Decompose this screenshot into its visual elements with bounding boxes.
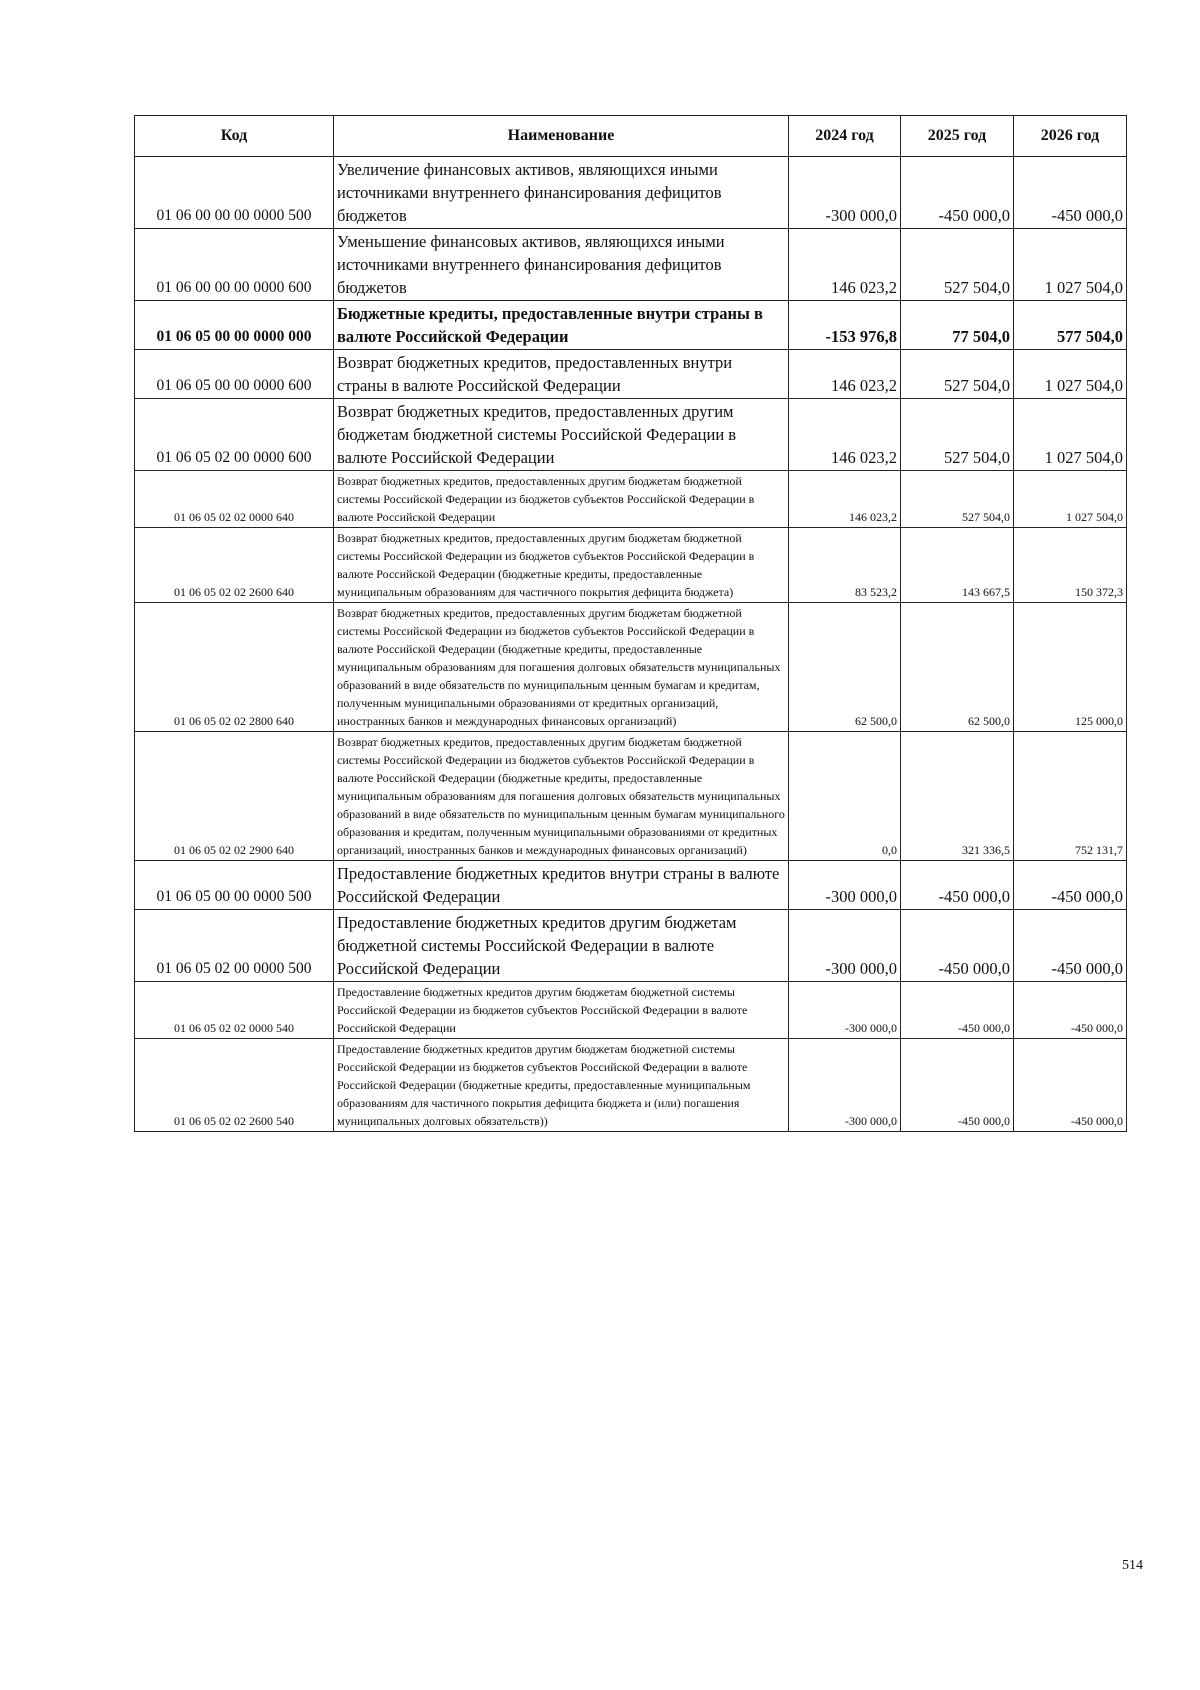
row-value-2024: 146 023,2	[789, 350, 901, 399]
budget-sources-table	[134, 115, 1127, 1132]
table-row	[135, 471, 1127, 528]
row-value-2025: 527 504,0	[901, 229, 1014, 301]
header-code: Код	[135, 116, 334, 157]
row-value-2026: 577 504,0	[1014, 301, 1127, 350]
row-value-2026: 752 131,7	[1014, 732, 1127, 861]
row-value-2025: -450 000,0	[901, 157, 1014, 229]
table-row	[135, 1039, 1127, 1132]
row-value-2025: 527 504,0	[901, 350, 1014, 399]
row-code: 01 06 05 02 00 0000 600	[135, 399, 334, 471]
table-row	[135, 301, 1127, 350]
row-name: Предоставление бюджетных кредитов другим бюджетам бюджетной системы Российской Федерации из бюджетов субъектов Российской Федерации в валюте Российской Федерации	[334, 982, 789, 1039]
row-code: 01 06 05 02 02 2900 640	[135, 732, 334, 861]
row-code: 01 06 00 00 00 0000 500	[135, 157, 334, 229]
row-code: 01 06 05 00 00 0000 600	[135, 350, 334, 399]
row-code: 01 06 05 00 00 0000 000	[135, 301, 334, 350]
page-number: 514	[1122, 1558, 1143, 1573]
row-code: 01 06 05 02 02 2600 540	[135, 1039, 334, 1132]
table-row	[135, 603, 1127, 732]
row-code: 01 06 05 02 02 2800 640	[135, 603, 334, 732]
row-value-2025: -450 000,0	[901, 910, 1014, 982]
row-name: Увеличение финансовых активов, являющихся иными источниками внутреннего финансирования дефицитов бюджетов	[334, 157, 789, 229]
row-value-2024: 0,0	[789, 732, 901, 861]
row-name: Предоставление бюджетных кредитов другим бюджетам бюджетной системы Российской Федерации в валюте Российской Федерации	[334, 910, 789, 982]
header-2025: 2025 год	[901, 116, 1014, 157]
row-name: Уменьшение финансовых активов, являющихся иными источниками внутреннего финансирования дефицитов бюджетов	[334, 229, 789, 301]
header-name: Наименование	[334, 116, 789, 157]
row-value-2026: 150 372,3	[1014, 528, 1127, 603]
row-value-2025: 62 500,0	[901, 603, 1014, 732]
row-value-2025: 527 504,0	[901, 399, 1014, 471]
row-value-2025: -450 000,0	[901, 1039, 1014, 1132]
row-code: 01 06 05 02 02 0000 540	[135, 982, 334, 1039]
row-value-2024: -300 000,0	[789, 861, 901, 910]
table-row	[135, 399, 1127, 471]
table-row	[135, 528, 1127, 603]
table-row	[135, 157, 1127, 229]
row-name: Возврат бюджетных кредитов, предоставленных другим бюджетам бюджетной системы Российской Федерации из бюджетов субъектов Российской Федерации в валюте Российской Федерации (бюджетные кредиты, предоставленные муниципальным образованиям для погашения долговых обязательств муниципальных образований в виде обязательств по муниципальным ценным бумагам муниципального образования и кредитам, полученным муниципальными образованиями от кредитных организаций, иностранных банков и международных финансовых организаций)	[334, 732, 789, 861]
row-value-2025: -450 000,0	[901, 861, 1014, 910]
row-value-2024: 146 023,2	[789, 229, 901, 301]
row-value-2025: 527 504,0	[901, 471, 1014, 528]
row-value-2026: -450 000,0	[1014, 910, 1127, 982]
row-value-2024: -300 000,0	[789, 157, 901, 229]
row-value-2024: 146 023,2	[789, 399, 901, 471]
row-name: Предоставление бюджетных кредитов другим бюджетам бюджетной системы Российской Федерации из бюджетов субъектов Российской Федерации в валюте Российской Федерации (бюджетные кредиты, предоставленные муниципальным образованиям для частичного покрытия дефицита бюджета и (или) погашения муниципальных долговых обязательств))	[334, 1039, 789, 1132]
table-header-row	[135, 116, 1127, 157]
row-name: Возврат бюджетных кредитов, предоставленных другим бюджетам бюджетной системы Российской Федерации из бюджетов субъектов Российской Федерации в валюте Российской Федерации (бюджетные кредиты, предоставленные муниципальным образованиям для погашения долговых обязательств муниципальных образований в виде обязательств по муниципальным ценным бумагам и кредитам, полученным муниципальными образованиями от кредитных организаций, иностранных банков и международных финансовых организаций)	[334, 603, 789, 732]
row-name: Предоставление бюджетных кредитов внутри страны в валюте Российской Федерации	[334, 861, 789, 910]
row-value-2024: -300 000,0	[789, 982, 901, 1039]
row-name: Возврат бюджетных кредитов, предоставленных другим бюджетам бюджетной системы Российской Федерации из бюджетов субъектов Российской Федерации в валюте Российской Федерации	[334, 471, 789, 528]
row-value-2024: 146 023,2	[789, 471, 901, 528]
table-row	[135, 910, 1127, 982]
row-code: 01 06 05 00 00 0000 500	[135, 861, 334, 910]
row-value-2026: -450 000,0	[1014, 982, 1127, 1039]
row-value-2024: 62 500,0	[789, 603, 901, 732]
row-value-2024: 83 523,2	[789, 528, 901, 603]
table-row	[135, 982, 1127, 1039]
row-code: 01 06 05 02 00 0000 500	[135, 910, 334, 982]
header-2024: 2024 год	[789, 116, 901, 157]
row-value-2026: -450 000,0	[1014, 1039, 1127, 1132]
table-row	[135, 229, 1127, 301]
row-value-2025: -450 000,0	[901, 982, 1014, 1039]
row-value-2024: -300 000,0	[789, 910, 901, 982]
row-value-2026: 1 027 504,0	[1014, 399, 1127, 471]
row-value-2026: -450 000,0	[1014, 861, 1127, 910]
row-value-2024: -300 000,0	[789, 1039, 901, 1132]
row-value-2024: -153 976,8	[789, 301, 901, 350]
row-value-2025: 143 667,5	[901, 528, 1014, 603]
row-value-2026: 1 027 504,0	[1014, 350, 1127, 399]
row-name: Возврат бюджетных кредитов, предоставленных другим бюджетам бюджетной системы Российской Федерации из бюджетов субъектов Российской Федерации в валюте Российской Федерации (бюджетные кредиты, предоставленные муниципальным образованиям для частичного покрытия дефицита бюджета)	[334, 528, 789, 603]
table-row	[135, 861, 1127, 910]
row-value-2026: 125 000,0	[1014, 603, 1127, 732]
header-2026: 2026 год	[1014, 116, 1127, 157]
row-value-2026: -450 000,0	[1014, 157, 1127, 229]
row-code: 01 06 05 02 02 0000 640	[135, 471, 334, 528]
row-code: 01 06 05 02 02 2600 640	[135, 528, 334, 603]
row-value-2025: 321 336,5	[901, 732, 1014, 861]
row-value-2025: 77 504,0	[901, 301, 1014, 350]
table-row	[135, 732, 1127, 861]
row-name: Возврат бюджетных кредитов, предоставленных внутри страны в валюте Российской Федерации	[334, 350, 789, 399]
row-value-2026: 1 027 504,0	[1014, 471, 1127, 528]
row-name: Возврат бюджетных кредитов, предоставленных другим бюджетам бюджетной системы Российской Федерации в валюте Российской Федерации	[334, 399, 789, 471]
row-code: 01 06 00 00 00 0000 600	[135, 229, 334, 301]
row-value-2026: 1 027 504,0	[1014, 229, 1127, 301]
table-row	[135, 350, 1127, 399]
row-name: Бюджетные кредиты, предоставленные внутри страны в валюте Российской Федерации	[334, 301, 789, 350]
